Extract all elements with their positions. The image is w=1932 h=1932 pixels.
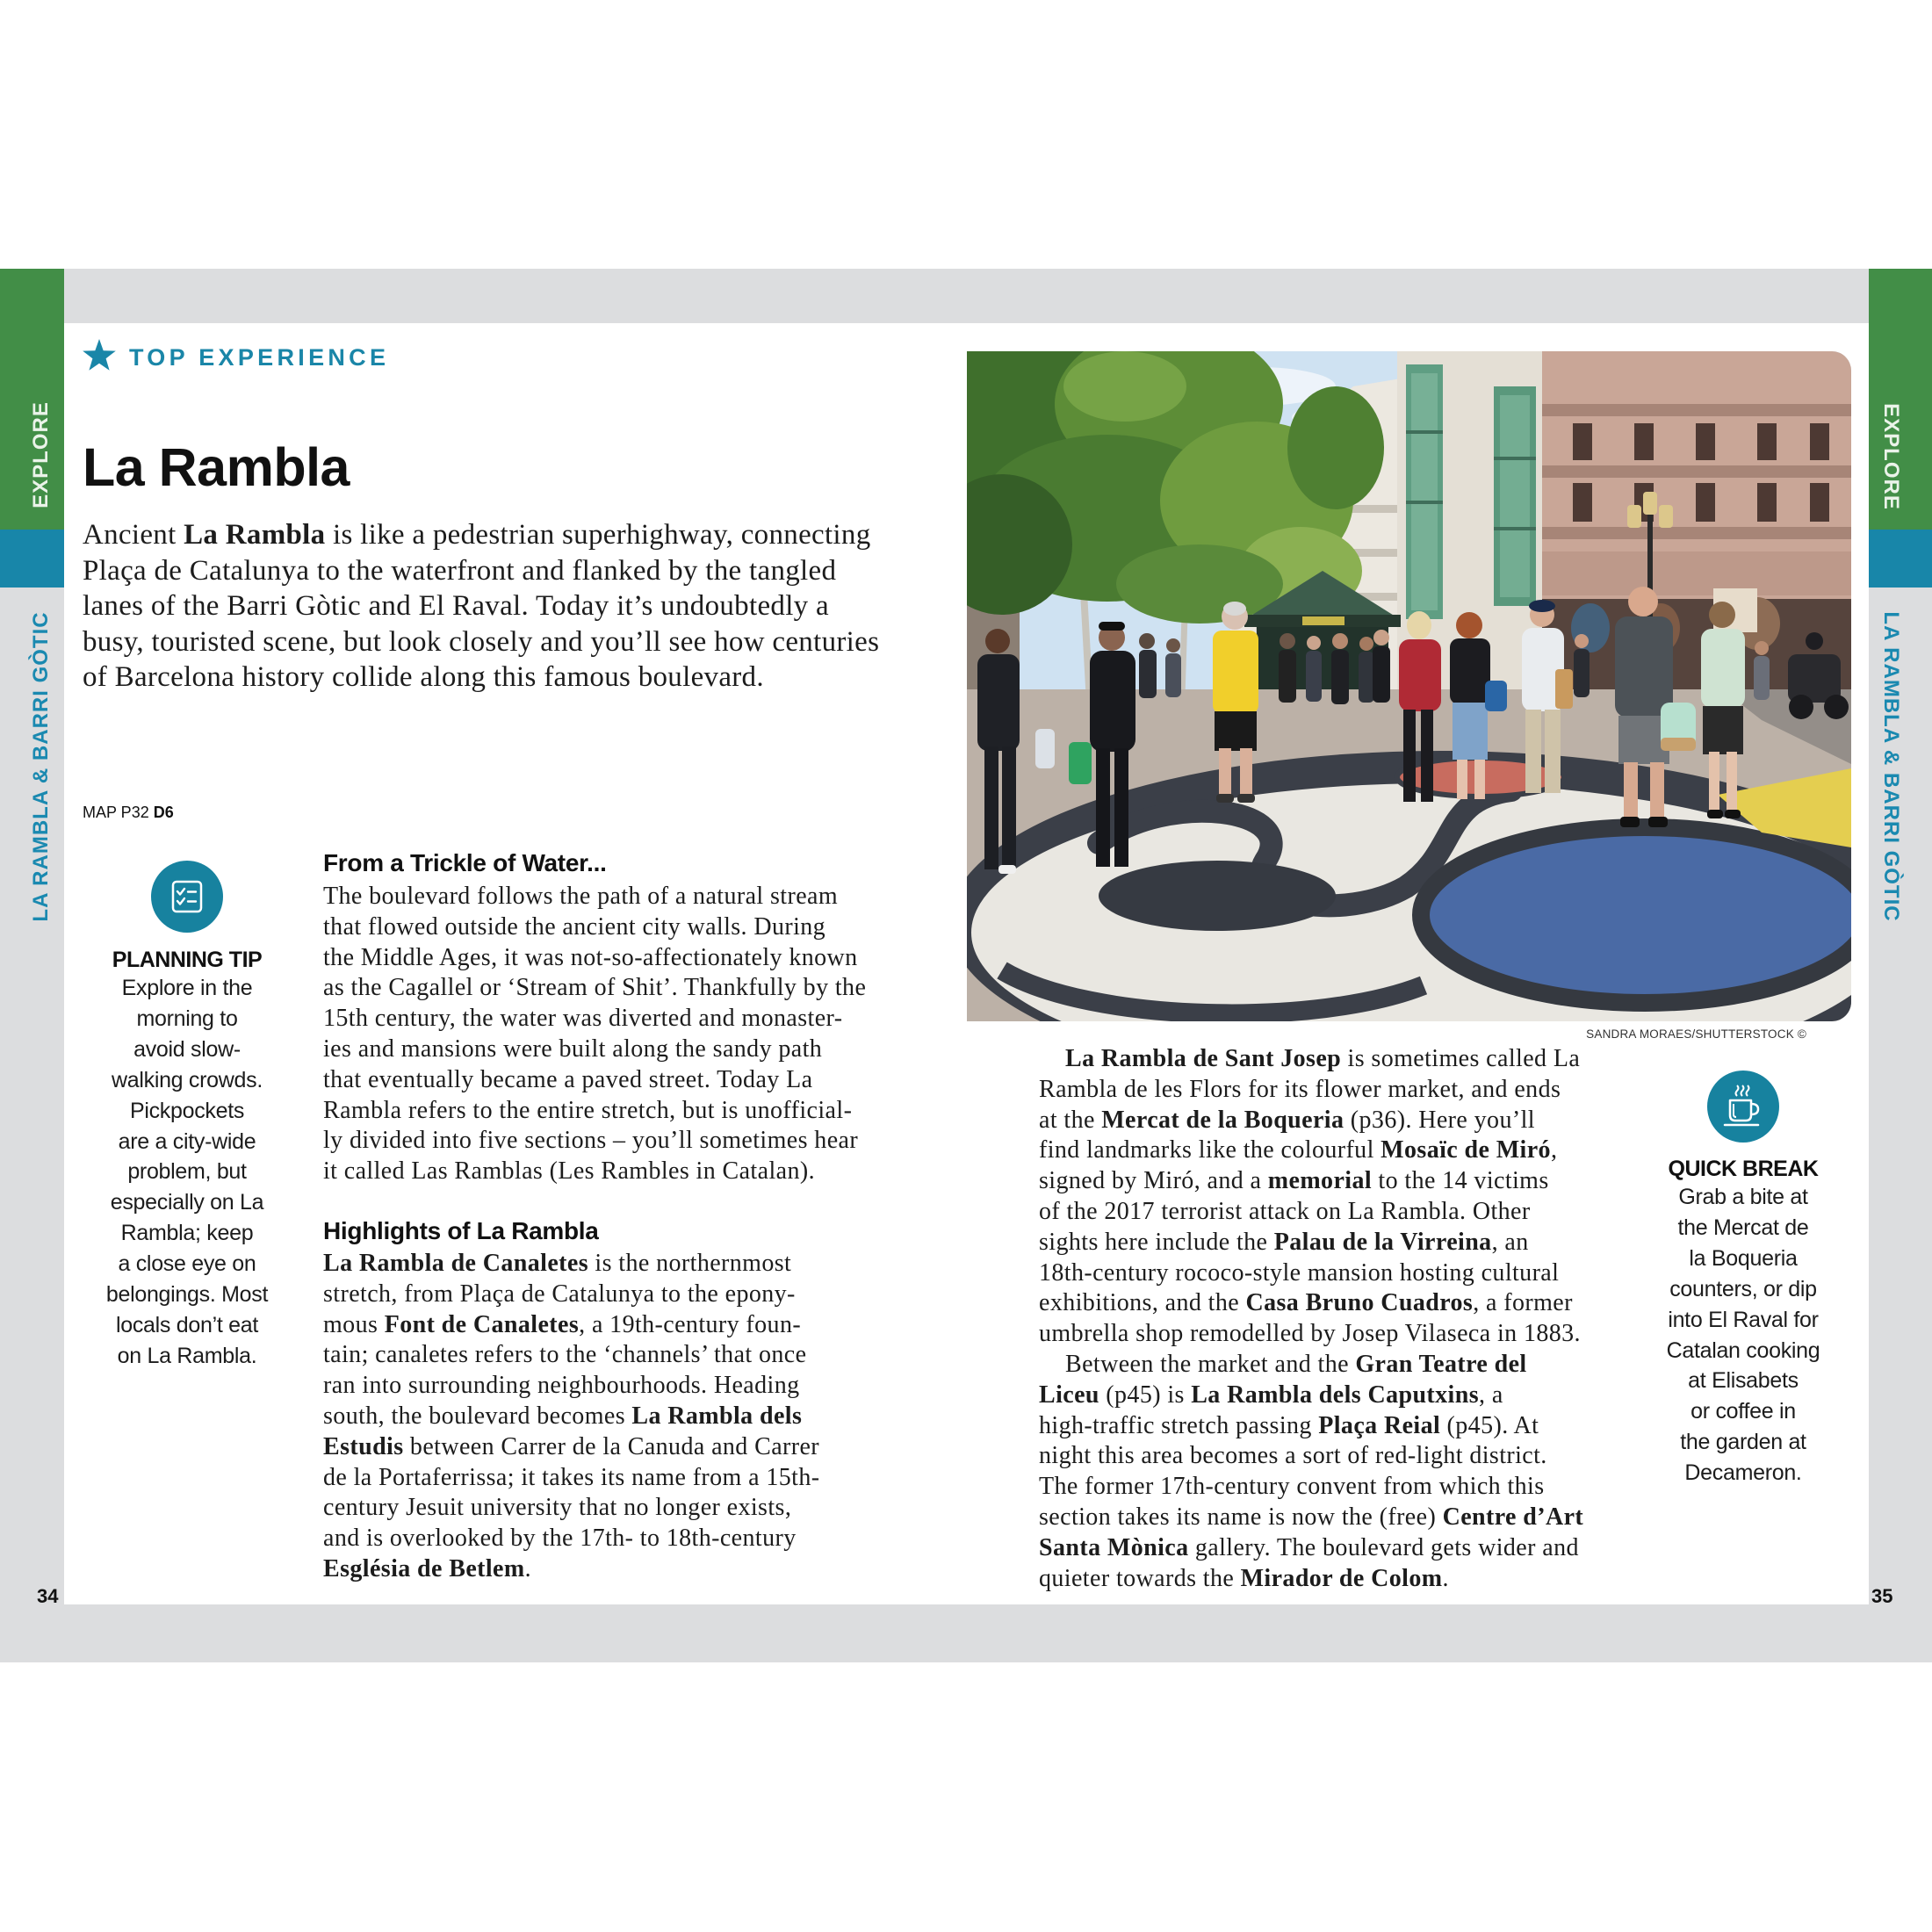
text-run: The former 17th-century convent from which this	[1039, 1473, 1545, 1501]
text-line	[323, 1493, 819, 1524]
tip-line: avoid slow-	[133, 1036, 241, 1062]
text-line	[1039, 1350, 1583, 1381]
text-line	[1039, 1288, 1583, 1319]
bold-term: memorial	[1267, 1167, 1373, 1195]
bold-term: Mosaïc de Miró	[1381, 1136, 1551, 1164]
planning-tip-text	[82, 973, 292, 1372]
planning-tip-title: PLANNING TIP	[112, 948, 263, 972]
section-body-highlights	[323, 1249, 819, 1585]
text-run: 15th century, the water was diverted and monaster-	[323, 1005, 843, 1033]
text-line	[1039, 1106, 1583, 1136]
bold-term: Liceu	[1039, 1381, 1099, 1409]
tip-line: are a city-wide	[118, 1128, 256, 1154]
text-line	[323, 1402, 819, 1432]
text-line	[1039, 1503, 1583, 1533]
text-line	[1039, 1381, 1583, 1411]
checklist-icon	[151, 861, 223, 933]
text-run: (p45). At	[1440, 1411, 1539, 1439]
bold-term: Casa Bruno Cuadros	[1245, 1289, 1474, 1317]
continued-body-text	[1039, 1044, 1583, 1594]
text-line	[323, 1096, 866, 1127]
section-tab-label-left: EXPLORE	[29, 401, 53, 508]
quick-break-text	[1638, 1182, 1849, 1489]
text-run: it called Las Ramblas (Les Rambles in Catalan).	[323, 1157, 815, 1186]
tip-line: morning to	[136, 1006, 238, 1031]
text-line	[323, 973, 866, 1004]
bold-term: Font de Canaletes	[384, 1310, 580, 1338]
text-run: as the Cagallel or ‘Stream of Shit’. Thankfully by the	[323, 974, 867, 1002]
text-line	[1039, 1411, 1583, 1442]
text-run: gallery. The boulevard gets wider and	[1188, 1533, 1579, 1561]
text-run: umbrella shop remodelled by Josep Vilaseca in 1883.	[1039, 1320, 1581, 1348]
text-line	[83, 553, 879, 589]
photo-illustration	[967, 351, 1851, 1021]
text-run: the Middle Ages, it was not-so-affectionately known	[323, 943, 858, 971]
text-line	[323, 1554, 819, 1585]
text-run: Rambla refers to the entire stretch, but is unofficial-	[323, 1096, 853, 1124]
text-line	[323, 1432, 819, 1463]
bold-term: La Rambla dels Caputxins	[1191, 1381, 1480, 1409]
section-tab-right-marker	[1869, 530, 1932, 588]
text-line	[323, 1280, 819, 1310]
text-run: to the 14 victims	[1372, 1167, 1549, 1195]
text-run: 18th-century rococo-style mansion hosting cultural	[1039, 1258, 1560, 1287]
text-run: century Jesuit university that no longer exists,	[323, 1494, 792, 1522]
tip-line: on La Rambla.	[117, 1343, 257, 1368]
text-run: stretch, from Plaça de Catalunya to the epony-	[323, 1280, 796, 1308]
bold-term: Gran Teatre del	[1355, 1350, 1527, 1378]
text-line	[1039, 1472, 1583, 1503]
text-line	[1039, 1075, 1583, 1106]
tip-line: the Mercat de	[1677, 1215, 1809, 1240]
text-line	[1039, 1228, 1583, 1258]
text-line	[83, 624, 879, 660]
text-run: find landmarks like the colourful	[1039, 1136, 1381, 1164]
text-line	[1039, 1564, 1583, 1595]
text-run: .	[524, 1554, 532, 1582]
text-run: ly divided into five sections – you’ll sometimes hear	[323, 1127, 859, 1155]
text-line	[1039, 1135, 1583, 1166]
bold-term: Mirador de Colom	[1240, 1564, 1443, 1592]
text-line	[1039, 1044, 1583, 1075]
section-tab-left-marker	[0, 530, 64, 588]
photo-credit: SANDRA MORAES/SHUTTERSTOCK ©	[1586, 1027, 1806, 1041]
text-run: , a former	[1473, 1289, 1573, 1317]
text-run: and is overlooked by the 17th- to 18th-century	[323, 1525, 797, 1553]
text-run: quieter towards the	[1039, 1564, 1241, 1592]
bold-term: La Rambla de Sant Josep	[1065, 1045, 1342, 1072]
text-run: The boulevard follows the path of a natural stream	[323, 883, 839, 910]
text-run: signed by Miró, and a	[1039, 1167, 1268, 1195]
page-title: La Rambla	[83, 437, 350, 497]
text-line	[323, 1004, 866, 1034]
tip-line: the garden at	[1680, 1430, 1806, 1455]
map-page-label: MAP P32	[83, 804, 149, 821]
text-line	[323, 882, 866, 912]
text-run: south, the boulevard becomes	[323, 1402, 632, 1430]
section-tab-label-right: EXPLORE	[1879, 403, 1903, 510]
text-run: lanes of the Barri Gòtic and El Raval. Today it’s undoubtedly a	[83, 590, 829, 622]
page-number-right: 35	[1871, 1585, 1893, 1607]
text-line	[1039, 1197, 1583, 1228]
tip-line: counters, or dip	[1669, 1276, 1817, 1301]
bold-term: La Rambla	[184, 519, 326, 551]
bold-term: La Rambla de Canaletes	[323, 1250, 589, 1277]
tip-line: a close eye on	[118, 1251, 256, 1277]
hero-photo-la-rambla	[967, 351, 1851, 1021]
chapter-tab-label-left: LA RAMBLA & BARRI GÒTIC	[29, 611, 53, 922]
bold-term: Santa Mònica	[1039, 1533, 1189, 1561]
bold-term: Plaça Reial	[1318, 1411, 1441, 1439]
text-line	[323, 1340, 819, 1371]
text-run: ies and mansions were built along the sandy path	[323, 1034, 823, 1063]
bold-term: Palau de la Virreina	[1273, 1228, 1492, 1256]
text-run: section takes its name is now the (free)	[1039, 1503, 1443, 1531]
tip-line: into El Raval for	[1668, 1307, 1819, 1332]
text-run: sights here include the	[1039, 1228, 1274, 1256]
coffee-cup-icon	[1707, 1071, 1779, 1143]
text-run: (p36). Here you’ll	[1344, 1106, 1535, 1134]
text-run: is sometimes called La	[1341, 1045, 1581, 1072]
text-line	[1039, 1533, 1583, 1564]
section-heading-highlights: Highlights of La Rambla	[323, 1217, 599, 1244]
text-line	[323, 1249, 819, 1280]
text-line	[323, 1310, 819, 1341]
text-line	[1039, 1166, 1583, 1197]
text-line	[323, 943, 866, 974]
map-grid-ref: D6	[153, 804, 174, 821]
quick-break-title: QUICK BREAK	[1668, 1157, 1819, 1181]
top-experience-badge: TOP EXPERIENCE	[129, 344, 390, 371]
text-run: mous	[323, 1310, 385, 1338]
text-line	[83, 517, 879, 553]
text-line	[1039, 1258, 1583, 1289]
tip-line: Catalan cooking	[1666, 1337, 1820, 1363]
text-run: at the	[1039, 1106, 1102, 1134]
bold-term: Mercat de la Boqueria	[1101, 1106, 1344, 1134]
text-line	[323, 1034, 866, 1065]
bold-term: Església de Betlem	[323, 1554, 525, 1582]
text-line	[323, 1524, 819, 1554]
text-run: Between the market and the	[1065, 1350, 1356, 1378]
text-line	[83, 588, 879, 624]
section-heading-trickle: From a Trickle of Water...	[323, 849, 607, 876]
text-line	[1039, 1441, 1583, 1472]
map-reference[interactable]	[83, 803, 174, 822]
star-icon	[82, 338, 117, 373]
text-line	[323, 1157, 866, 1187]
text-run: ran into surrounding neighbourhoods. Heading	[323, 1372, 800, 1400]
text-run: Ancient	[83, 519, 184, 551]
text-run: de la Portaferrissa; it takes its name from a 15th-	[323, 1463, 820, 1491]
tip-line: walking crowds.	[112, 1067, 263, 1092]
text-run: of Barcelona history collide along this famous boulevard.	[83, 661, 764, 693]
tip-line: problem, but	[127, 1159, 247, 1185]
tip-line: Decameron.	[1684, 1460, 1802, 1486]
text-run: .	[1442, 1564, 1449, 1592]
text-run: high-traffic stretch passing	[1039, 1411, 1319, 1439]
text-line	[323, 1371, 819, 1402]
text-line	[323, 1463, 819, 1494]
bold-term: Estudis	[323, 1432, 404, 1460]
text-line	[83, 660, 879, 696]
tip-line: la Boqueria	[1689, 1245, 1798, 1271]
text-run: , a	[1479, 1381, 1503, 1409]
text-line	[323, 1126, 866, 1157]
text-run: between Carrer de la Canuda and Carrer	[403, 1432, 820, 1460]
text-run: that eventually became a paved street. Today La	[323, 1065, 813, 1093]
bold-term: Centre d’Art	[1442, 1503, 1584, 1531]
text-run: (p45) is	[1099, 1381, 1192, 1409]
page-number-left: 34	[37, 1585, 59, 1607]
tip-line: Explore in the	[121, 976, 253, 1000]
tip-line: or coffee in	[1690, 1399, 1796, 1424]
text-run: Rambla de les Flors for its flower market, and ends	[1039, 1075, 1561, 1103]
text-run: exhibitions, and the	[1039, 1289, 1246, 1317]
text-run: , a 19th-century foun-	[579, 1310, 802, 1338]
text-run: that flowed outside the ancient city walls. During	[323, 912, 826, 941]
text-run: is the northernmost	[588, 1250, 792, 1277]
chapter-tab-label-right: LA RAMBLA & BARRI GÒTIC	[1879, 611, 1903, 922]
section-body-trickle	[323, 882, 866, 1187]
intro-paragraph	[83, 517, 879, 696]
text-run: tain; canaletes refers to the ‘channels’ that once	[323, 1341, 807, 1369]
tip-line: at Elisabets	[1688, 1368, 1799, 1394]
text-run: is like a pedestrian superhighway, connecting	[325, 519, 871, 551]
text-line	[1039, 1319, 1583, 1350]
text-run: of the 2017 terrorist attack on La Rambla. Other	[1039, 1197, 1531, 1225]
text-run: ,	[1550, 1136, 1558, 1164]
bold-term: La Rambla dels	[631, 1402, 803, 1430]
tip-line: locals don’t eat	[116, 1312, 258, 1337]
tip-line: Pickpockets	[129, 1098, 245, 1123]
tip-line: especially on La	[110, 1190, 264, 1215]
tip-line: Rambla; keep	[120, 1221, 254, 1246]
text-line	[323, 912, 866, 943]
tip-line: belongings. Most	[105, 1282, 269, 1308]
text-run: Plaça de Catalunya to the waterfront and flanked by the tangled	[83, 554, 837, 587]
tip-line: Grab a bite at	[1678, 1185, 1808, 1209]
text-run: night this area becomes a sort of red-light district.	[1039, 1442, 1547, 1470]
text-run: , an	[1491, 1228, 1529, 1256]
text-line	[323, 1065, 866, 1096]
text-run: busy, touristed scene, but look closely and you’ll see how centuries	[83, 625, 880, 658]
